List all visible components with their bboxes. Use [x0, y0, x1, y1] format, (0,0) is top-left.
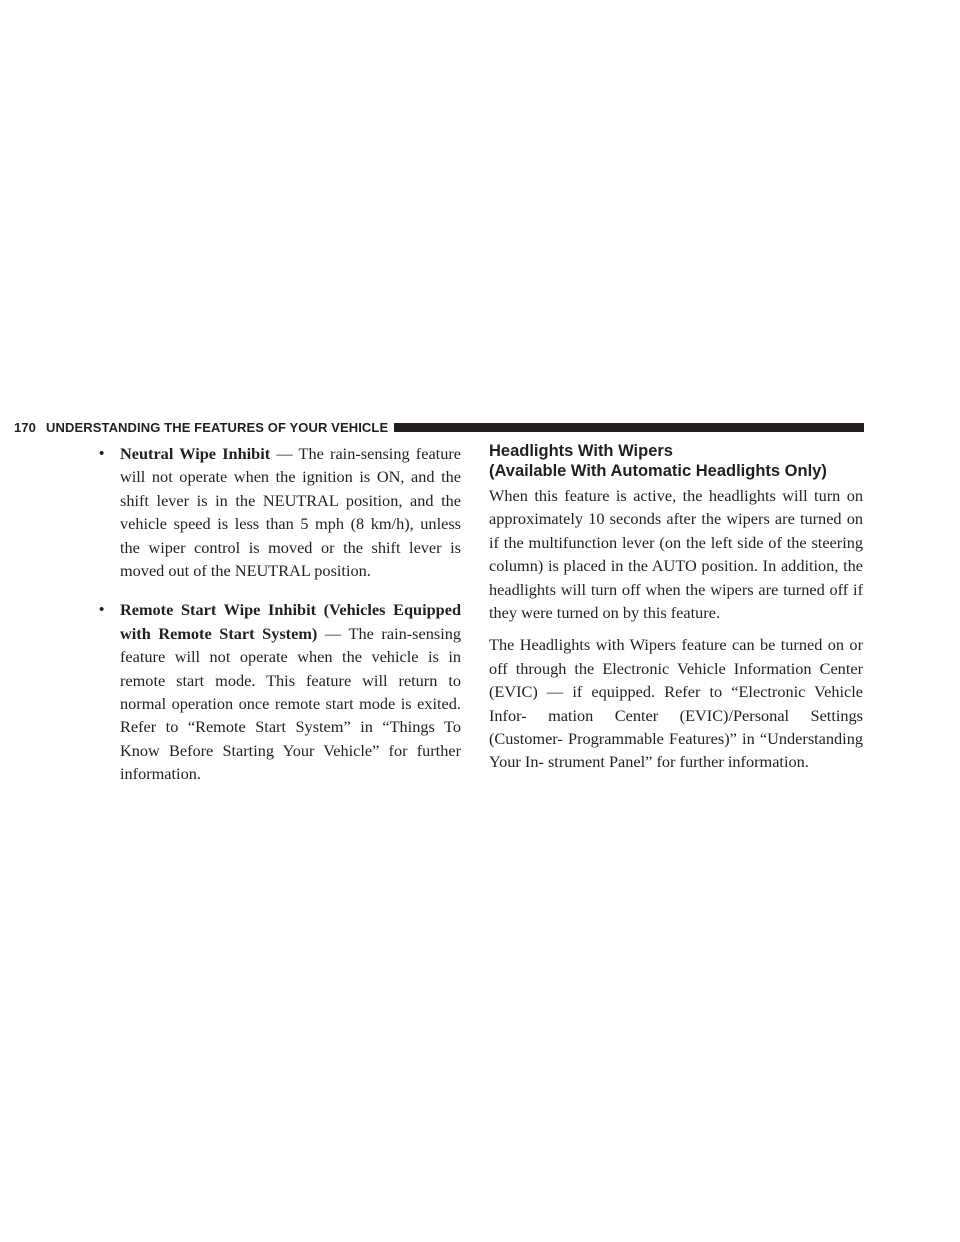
- right-column: [489, 442, 863, 783]
- left-column: [95, 442, 461, 802]
- bullet-text: — The rain-sensing feature will not operate when the ignition is ON, and the shift lever is in the NEUTRAL position, and the vehicle speed is less than 5 mph (8 km/h), unless the wiper control is moved or the shift lever is moved out of the NEUTRAL position.: [120, 444, 461, 581]
- bullet-icon: •: [99, 445, 105, 462]
- bullet-item-remote-start-wipe-inhibit: [95, 598, 461, 785]
- page-number: 170: [14, 419, 36, 435]
- section-heading: [489, 442, 863, 481]
- heading-line-2: (Available With Automatic Headlights Only): [489, 461, 827, 480]
- bullet-title: Remote Start Wipe Inhibit (Vehicles Equipped with Remote Start System): [120, 600, 461, 643]
- section-title: UNDERSTANDING THE FEATURES OF YOUR VEHICLE: [46, 419, 389, 435]
- paragraph: The Headlights with Wipers feature can be turned on or off through the Electronic Vehicle Information Center (EVIC) — if equipped. Refer to “Electronic Vehicle Infor- mation Center (EVIC)/Personal Settings (Customer- Programmable Features)” in “Understanding Your In- strument Panel” for further information.: [489, 635, 863, 772]
- heading-line-1: Headlights With Wipers: [489, 442, 673, 460]
- bullet-title: Neutral Wipe Inhibit: [120, 444, 271, 463]
- page-header: [14, 416, 864, 438]
- bullet-item-neutral-wipe-inhibit: [95, 442, 461, 582]
- bullet-text: — The rain-sensing feature will not operate when the vehicle is in remote start mode. This feature will return to normal operation once remote start mode is exited. Refer to “Remote Start System” in “Things To Know Before Starting Your Vehicle” for further information.: [120, 623, 462, 784]
- bullet-icon: •: [99, 601, 105, 619]
- header-rule: [394, 423, 864, 432]
- paragraph: When this feature is active, the headlights will turn on approximately 10 seconds after the wipers are turned on if the multifunction lever (on the left side of the steering column) is placed in the AUTO position. In addition, the headlights will turn off when the wipers are turned off if they were turned on by this feature.: [489, 486, 863, 623]
